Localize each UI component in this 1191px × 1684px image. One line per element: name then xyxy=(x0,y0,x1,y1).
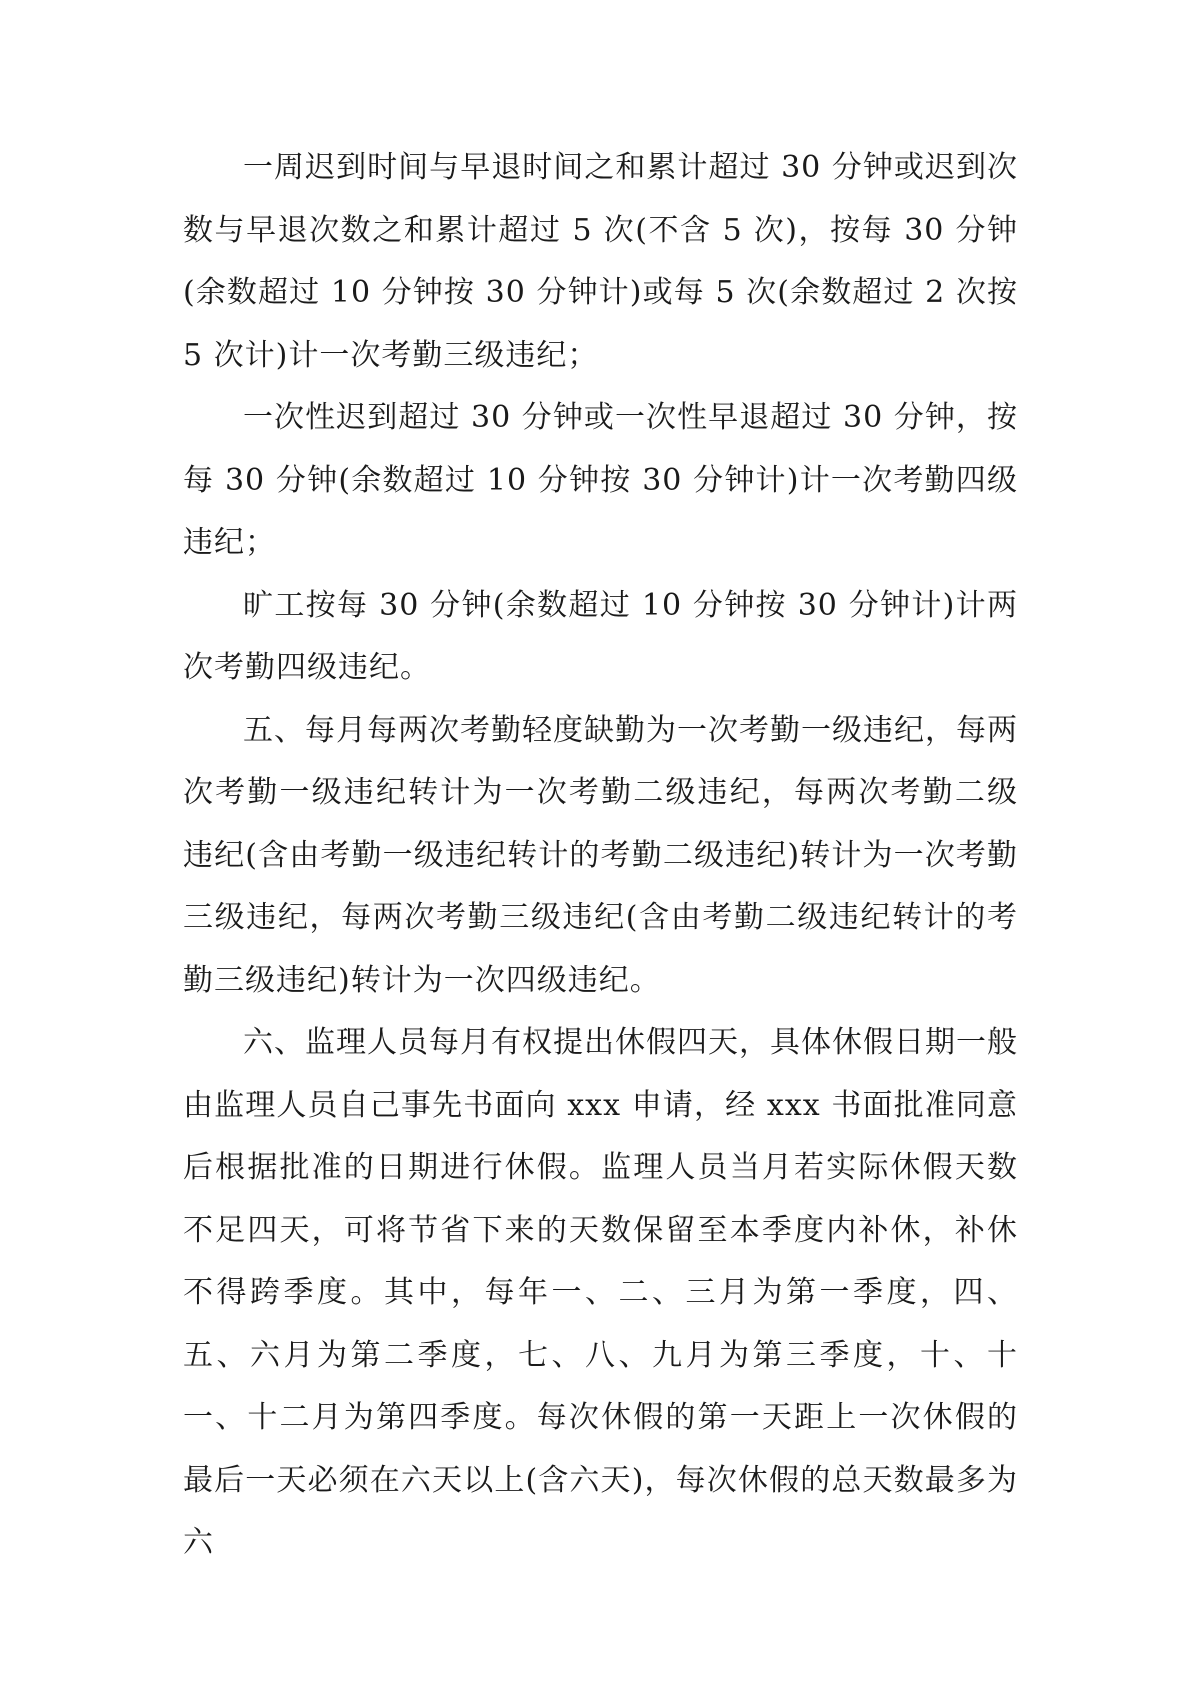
paragraph-weekly-lateness-rule: 一周迟到时间与早退时间之和累计超过 30 分钟或迟到次数与早退次数之和累计超过 5 次(不含 5 次)，按每 30 分钟(余数超过 10 分钟按 30 分钟计)或每 5 次(余数超过 2 次按 5 次计)计一次考勤三级违纪； xyxy=(183,150,1018,373)
paragraph-section-five: 五、每月每两次考勤轻度缺勤为一次考勤一级违纪，每两次考勤一级违纪转计为一次考勤二级违纪，每两次考勤二级违纪(含由考勤一级违纪转计的考勤二级违纪)转计为一次考勤三级违纪，每两次考勤三级违纪(含由考勤二级违纪转计的考勤三级违纪)转计为一次四级违纪。 xyxy=(183,712,1018,998)
paragraph-section-six: 六、监理人员每月有权提出休假四天，具体休假日期一般由监理人员自己事先书面向 xxx 申请，经 xxx 书面批准同意后根据批准的日期进行休假。监理人员当月若实际休假天数不足四天，可将节省下来的天数保留至本季度内补休，补休不得跨季度。其中，每年一、二、三月为第一季度，四、五、六月为第二季度，七、八、九月为第三季度，十、十一、十二月为第四季度。每次休假的第一天距上一次休假的最后一天必须在六天以上(含六天)，每次休假的总天数最多为六 xyxy=(183,1025,1018,1560)
paragraph-single-lateness-rule: 一次性迟到超过 30 分钟或一次性早退超过 30 分钟，按每 30 分钟(余数超过 10 分钟按 30 分钟计)计一次考勤四级违纪； xyxy=(183,400,1018,560)
document-body xyxy=(183,137,1018,1575)
paragraph-absenteeism-rule: 旷工按每 30 分钟(余数超过 10 分钟按 30 分钟计)计两次考勤四级违纪。 xyxy=(183,587,1018,685)
